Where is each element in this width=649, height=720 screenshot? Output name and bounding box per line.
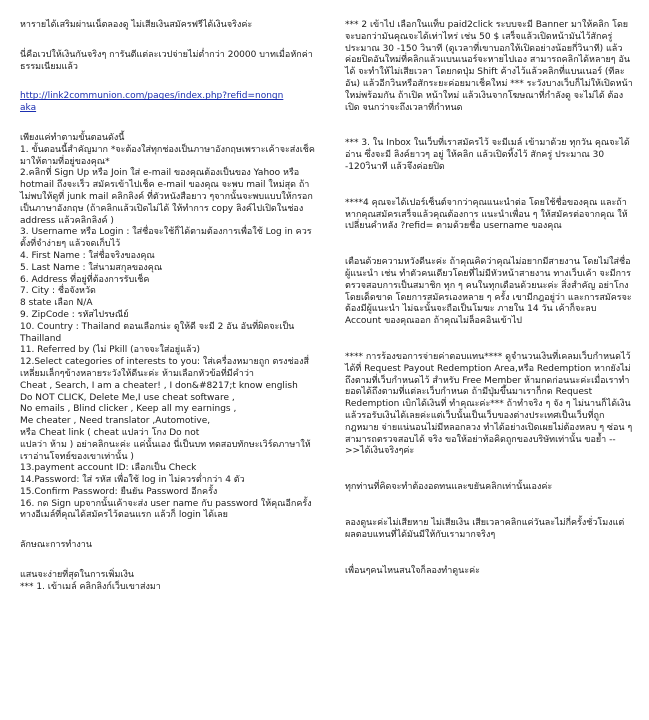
inbox-paragraph: *** 3. ใน Inbox ในเว็บที่เราสมัครไว้ จะมีเมล์ เข้ามาด้วย ทุกวัน คุณจะได้อ่าน ซึ่งจะมี ลิงค์ยาวๆ อยู่ ให้คลิก แล้วเปิดทิ้งไว้ สักครู่ ประมาณ 30 -120วินาที แล้วจึงค่อยปิด [345,138,630,172]
step-item: 9. ZipCode : รหัสไปรษณีย์ [20,309,129,320]
guarantee-paragraph: นี่คือเวปให้เงินกันจริงๆ การันตีแต่ละเวปจ่ายไม่ต่ำกว่า 20000 บาทเมื่อหักค่าธรรมเนียมแล้ว [20,49,313,72]
step-item: 15.Confirm Password: ยืนยัน Password อีกครั้ง [20,486,218,497]
easy-first-step: *** 1. เข้าเมล์ คลิกลิงก์เว็บเขาส่งมา [20,581,161,592]
step-item: 10. Country : Thailand ตอนเลือกน่ะ ดูให้ดี จะมี 2 อัน อันที่ผิดจะเป็น Thailland [20,321,295,344]
step-item: Me cheater , Need translator ,Automotive, [20,416,211,427]
patience-paragraph: ทุกท่านที่คิดจะทำต้องอดทนและขยันคลิกเท่านั้นเองค่ะ [345,482,553,493]
step-item: 3. Username หรือ Login : ใส่ชื่อจะใช้ก็ได้ตามต้องการเพื่อใช้ Log in ควรตั้งที่จำง่ายๆ แล้วจดเก็บไว้ [20,227,312,250]
closing-paragraph: เพื่อนๆคนไหนสนใจก็ลองทำดูนะค่ะ [345,565,480,576]
warning-paragraph: เตือนด้วยความหวังดีนะค่ะ ถ้าคุณคิดว่าคุณไม่อยากมีสายงาน โดยไม่ใส่ชื่อผู้แนะนำ เช่น ทำตัวคนเดียวโดยที่ไม่มีหัวหน้าสายงาน ทางเว็บเค้า จะมีการตรวจสอบการเป็นสมาชิก ทุก ๆ คนในทุกเดือนด้วยนะค่ะ สิ่งสำคัญ อย่าโกงโดยเด็ดขาด โดยการสมัครเองหลาย ๆ ครั้ง เขามีกฎอยู่ว่า และการสมัครจะต้องมีผู้แนะนำ ไม่ฉะนั้นจะถือเป็นโมฆะ ภายใน 14 วัน เค้าก็จะลบ Account ของคุณออก ถ้าคุณไม่ล็อคอินเข้าไป [345,257,632,327]
right-column [345,0,635,577]
step-item: Cheat , Search, I am a cheater! , I don&#8217;t know english [20,380,298,391]
step-item: 12.Select categories of interests to you: ใส่เครื่องหมายถูก ตรงช่องสี่เหลี่ยมเล็กๆข้างหลายระวังให้ดีนะค่ะ ห้ามเลือกหัวข้อที่มีคำว่า [20,357,309,379]
step-item: 8 state เลือก N/A [20,298,93,309]
easy-title: แสนจะง่ายที่สุดในการเพิ่มเงิน [20,570,134,581]
step-item: No emails , Blind clicker , Keep all my earnings , [20,404,237,415]
step-item: 11. Referred by (ไม่ Pkill (อาจจะใส่อยู่แล้ว) [20,345,200,356]
paid2click-paragraph: *** 2 เข้าไป เลือกในแท็บ paid2click ระบบจะมี Banner มาให้คลิก โดยจะบอกว่ามันคุณจะได้เท่าไหร่ เช่น 50 $ เสร็จแล้วเปิดหน้ามันไว้สักครู่ ประมาณ 30 -150 วินาที (ดูเวลาที่เขาบอกให้เปิดอย่างน้อยกี่วินาที) แล้วค่อยปิดอันใหม่ที่คลิกแล้วแบนเนอร์จะหายไปเอง สามารถคลิกได้หลายๆ อันได้ จะทำให้ไม่เสียเวลา โดยกดปุ่ม Shift ค้างไว้แล้วคลิกที่แบนเนอร์ (ทีละอัน) แล้วอีกวินหรือสักระยะค่อยมาเช็คใหม่ *** ระวังบางเว็บก็ไม่ให้เปิดหน้าใหม่พร้อมกัน ถ้าเปิด หน้าใหม่ แล้วเงินจากโฆษณาที่กำลังดู จะไม่ได้ ต้อง เปิด จนกว่าจะถึงเวลาที่กำหนด [345,20,633,113]
step-item: แปลว่า ห้าม ) อย่าคลิกนะค่ะ แค่นั้นเอง นี่เป็นบท ทดสอบทักษะเวิร์ดภาษาให้เราอ่านโจทย์ของเขาเท่านั้น ) [20,439,311,462]
step-item: 13.payment account ID: เลือกเป็น Check [20,463,197,474]
step-item: 1. ขั้นตอนนี้สำคัญมาก *จะต้องใส่ทุกช่องเป็นภาษาอังกฤษเพราะเค้าจะส่งเช็คมาให้ตามที่อยู่ของคุณ* [20,144,315,167]
referral-link-line-2[interactable]: aka [20,103,37,114]
left-column [20,0,316,594]
intro-paragraph: หารายได้เสริมผ่านเน็ตลองดู ไม่เสียเงินสมัครฟรีได้เงินจริงค่ะ [20,20,253,30]
steps-list [20,145,316,523]
step-item: 7. City : ชื่อจังหวัด [20,286,96,297]
referral-link-line-1[interactable]: http://link2communion.com/pages/index.php?refid=nongn [20,91,284,102]
encouragement-paragraph: ลองดูนะค่ะไม่เสียหาย ไม่เสียเงิน เสียเวลาคลิกแค่วันละไม่กี่ครั้งชั่วโมงแต่ผลตอบแทนที่ได้มันมีให้กับเรามากจริงๆ [345,517,625,540]
step-item: 6. Address ที่อยู่ที่ต้องการรับเช็ค [20,274,150,285]
steps-title: เพียงแค่ทำตามขั้นตอนดังนี้ [20,132,125,143]
referral-link[interactable] [20,91,316,115]
step-item: 2.คลิกที่ Sign Up หรือ Join ใส่ e-mail ของคุณต้องเป็นของ Yahoo หรือ hotmail ถึงจะเร็ว สมัครเข้าไปเช็ค e-mail ของคุณ จะพบ mail ใหม่สุด ถ้าไม่พบให้ดูที่ junk mail คลิกลิงค์ ที่ตัวหนังสือยาว ๆจากนั้นจะพบแบบให้กรอกเป็นภาษาอังกฤษ (ถ้าคลิกแล้วเปิดไม่ได้ ให้ทำการ copy ลิงค์ไปเปิดในช่อง address แล้วคลิกลิงค์ ) [20,168,313,226]
step-item: 5. Last Name : ใส่นามสกุลของคุณ [20,262,163,273]
method-title: ลักษณะการทำงาน [20,540,93,551]
step-item: 16. กด Sign upจากนั้นเค้าจะส่ง user name กับ password ให้คุณอีกครั้ง ทางอีเมล์ที่คุณได้สมัครไว้ตอนแรก แล้วก็ login ได้เลย [20,498,312,521]
step-item: Do NOT CLICK, Delete Me,I use cheat software , [20,392,235,403]
step-item: หรือ Cheat link ( cheat แปลว่า โกง Do not [20,427,200,438]
redemption-paragraph: **** การร้องขอการจ่ายค่าตอบแทน**** ดูจำนวนเงินที่เคลมเว็บกำหนดไว้ได้ที่ Request Payout Redemption Area,หรือ Redemption หากยังไม่ถึงตามที่เว็บกำหนดไว้ สำหรับ Free Member ห้ามกดก่อนนะค่ะเมื่อเราทำยอดได้ถึงตามที่แต่ละเว็บกำหนด ถ้ามีปุ่มขึ้นมาเราก็กด Request Redemption เบิกได้เงินที่ ทำคุณะค่ะ*** ถ้าทำจริง ๆ จัง ๆ ไม่นานก็ได้เงินแล้วรอรับเงินได้เลยค่ะแต่เว็บนั้นเป็นเว็บของต่างประเทศเป็นเว็บที่ถูกกฎหมาย จ่ายแน่นอนไม่มีหลอกลวง ทำได้อย่างเปิดเผยไม่ต้องหลบ ๆ ซ่อน ๆ สามารถตรวจสอบได้ จริง ขอให้อย่าท้อคิดถูกของบริษัทเท่านั้น ขอย้ำ -->>ได้เงินจริงๆค่ะ [345,351,633,457]
referral-paragraph: ****4 คุณจะได้เปอร์เซ็นต์จากว่าคุณแนะนำต่อ โดยใช้ชื่อของคุณ และถ้าหากคุณสมัครเสร็จแล้วคุณต้องการ แนะนำเพื่อน ๆ ให้สมัครต่อจากคุณ ให้เปลี่ยนคำหลัง ?refid= ตามด้วยชื่อ username ของคุณ [345,197,628,232]
step-item: 4. First Name : ใส่ชื่อจริงของคุณ [20,250,155,261]
step-item: 14.Password: ใส่ รหัส เพื่อใช้ log in ไม่ควรต่ำกว่า 4 ตัว [20,475,245,486]
